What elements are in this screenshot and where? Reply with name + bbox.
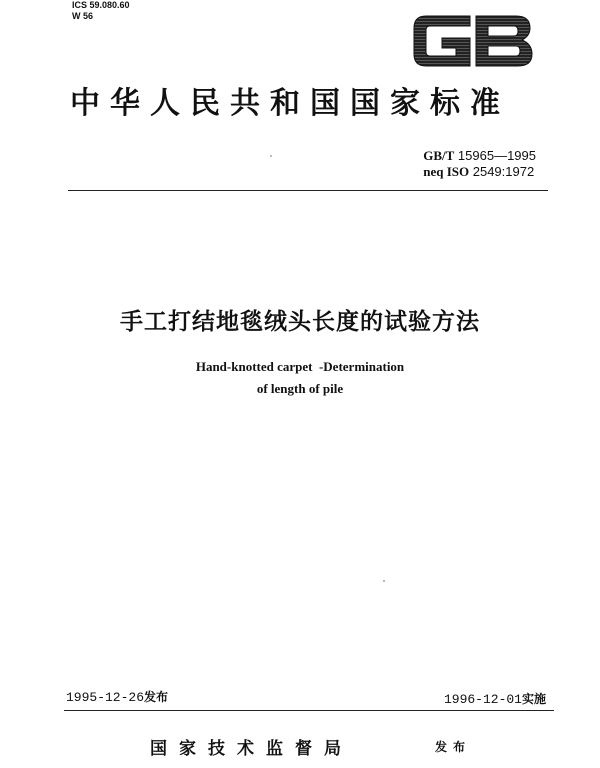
standard-type-heading: 中华人民共和国国家标准 [70, 86, 510, 121]
iso-number: 2549:1972 [472, 164, 535, 179]
title-english [0, 356, 600, 400]
top-divider [68, 190, 548, 191]
gb-number: 15965—1995 [457, 148, 536, 163]
standard-number-line1 [423, 148, 536, 164]
bottom-divider [64, 710, 554, 711]
scan-speck [270, 155, 272, 157]
title-chinese: 手工打结地毯绒头长度的试验方法 [120, 309, 480, 335]
implemented-label: 实施 [521, 692, 546, 706]
issuer-action: 发布 [435, 740, 472, 754]
gb-prefix: GB/T [423, 148, 455, 163]
implemented-date: 1996-12-01 [443, 692, 522, 707]
implemented-date-block [444, 690, 546, 707]
issued-label: 发布 [144, 690, 169, 704]
issued-date: 1995-12-26 [66, 690, 145, 705]
title-english-line2: of length of pile [256, 381, 344, 396]
issued-date-block [66, 688, 168, 705]
scan-speck [383, 580, 385, 582]
classification-codes [72, 0, 130, 22]
standard-number [423, 148, 536, 180]
standard-number-line2 [423, 164, 536, 180]
gb-logo [412, 14, 534, 68]
ics-code: ICS 59.080.60 [72, 0, 130, 10]
issuing-authority: 国家技术监督局 [150, 739, 353, 759]
class-code: W 56 [72, 11, 94, 21]
iso-prefix: neq ISO [423, 164, 470, 179]
title-english-line1: Hand-knotted carpet -Determination [195, 359, 405, 374]
